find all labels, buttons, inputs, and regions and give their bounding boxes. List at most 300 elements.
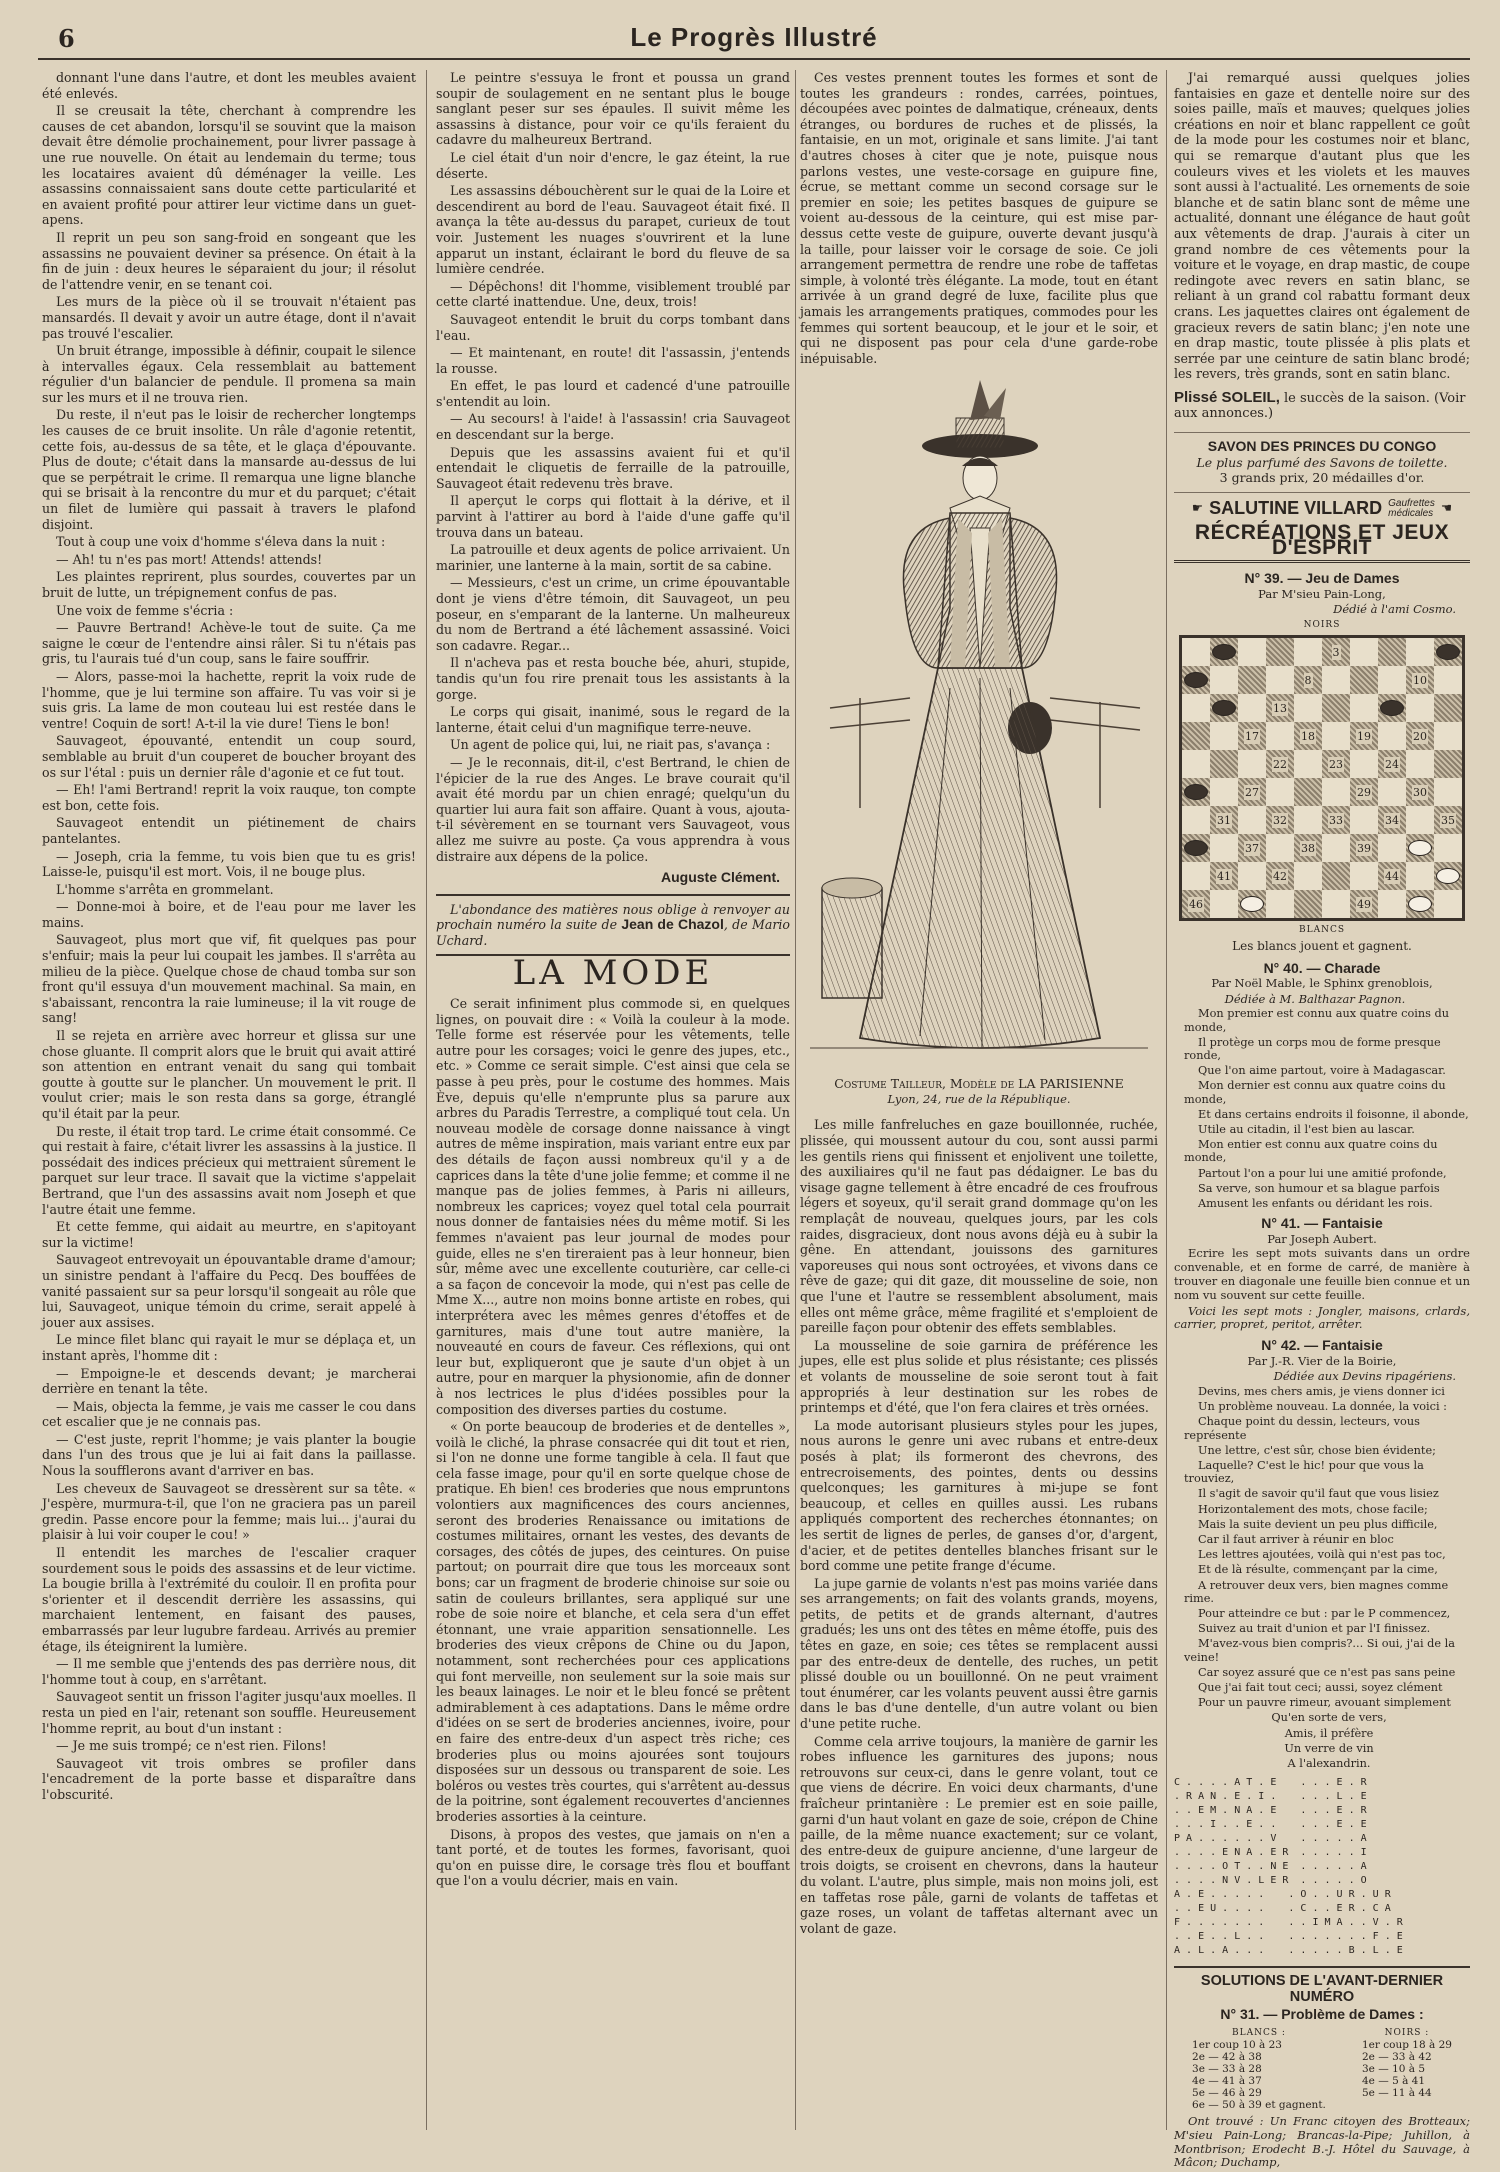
board-dark-square bbox=[1378, 806, 1406, 834]
problem-dedication: Dédiée aux Devins ripagériens. bbox=[1273, 1369, 1456, 1384]
puzzle-row: . . . . N V . L E R . . . . . O bbox=[1174, 1875, 1367, 1887]
notice-text-end: , de Mario Uchard. bbox=[436, 917, 791, 948]
board-dark-square bbox=[1182, 890, 1210, 918]
story-paragraph: Le mince filet blanc qui rayait le mur se déplaça et, un instant après, l'homme dit : bbox=[42, 1332, 416, 1363]
board-light-square bbox=[1434, 666, 1462, 694]
board-dark-square bbox=[1434, 638, 1462, 666]
square-number: 42 bbox=[1273, 869, 1287, 883]
square-number: 38 bbox=[1301, 841, 1315, 855]
problem-41-text: Ecrire les sept mots suivants dans un ordre convenable, et en forme de carré, de manière à trouver en diagonale une feuille bien connue et un nom vu souvent sur cette feuille. bbox=[1174, 1246, 1470, 1302]
advert-text: le succès de la saison. (Voir aux annonces.) bbox=[1174, 390, 1466, 422]
column-1-story bbox=[42, 70, 416, 1805]
square-number: 32 bbox=[1273, 813, 1287, 827]
story-paragraph: Sauvageot entendit le bruit du corps tombant dans l'eau. bbox=[436, 311, 790, 343]
puzzle-row: P A . . . . . . V . . . . . A bbox=[1174, 1833, 1367, 1845]
verse-line: Mon premier est connu aux quatre coins du monde, bbox=[1184, 1007, 1450, 1034]
square-number: 31 bbox=[1217, 813, 1231, 827]
board-light-square bbox=[1266, 834, 1294, 862]
board-dark-square bbox=[1266, 750, 1294, 778]
square-number: 17 bbox=[1245, 729, 1259, 743]
board-light-square bbox=[1294, 694, 1322, 722]
board-light-square bbox=[1266, 722, 1294, 750]
story-paragraph: L'homme s'arrêta en grommelant. bbox=[56, 881, 274, 897]
story-paragraph: Sauvageot entendit un piétinement de chairs pantelantes. bbox=[42, 815, 416, 846]
board-light-square bbox=[1406, 806, 1434, 834]
board-light-square bbox=[1322, 666, 1350, 694]
solution-noirs bbox=[1362, 2027, 1452, 2111]
story-paragraph: Le corps qui gisait, inanimé, sous le regard de la lanterne, était celui d'un magnifique terre-neuve. bbox=[436, 704, 790, 735]
board-dark-square bbox=[1210, 694, 1238, 722]
puzzle-row: . R A N . E . I . . . . L . E bbox=[1174, 1791, 1367, 1803]
solutions-title: SOLUTIONS DE L'AVANT-DERNIER NUMÉRO bbox=[1174, 1966, 1470, 2005]
charade-verses bbox=[1174, 1007, 1470, 1210]
board-light-square bbox=[1350, 862, 1378, 890]
story-paragraph: Sauvageot entrevoyait un épouvantable drame d'amour; un sinistre pendant à l'affaire du Pecq. Des bouffées de vanité passaient sur sa peur lorsqu'il songeait au rôle que lui, Sauvageot, unique témoin du crime, serait appelé à jouer aux assises. bbox=[42, 1252, 416, 1330]
verse-line: Mais la suite devient un peu plus difficile, bbox=[1198, 1517, 1438, 1531]
story-paragraph: — Il me semble que j'entends des pas derrière nous, dit l'homme tout à coup, en s'arrêtant. bbox=[42, 1656, 416, 1687]
board-dark-square bbox=[1434, 694, 1462, 722]
verse-line: Laquelle? C'est le hic! pour que vous la trouviez, bbox=[1184, 1458, 1424, 1486]
solution-blancs bbox=[1192, 2027, 1326, 2111]
board-light-square bbox=[1210, 778, 1238, 806]
square-number: 10 bbox=[1413, 673, 1427, 687]
board-dark-square bbox=[1406, 890, 1434, 918]
problem-author: Par M'sieu Pain-Long, bbox=[1258, 586, 1386, 601]
fashion-paragraph: J'ai remarqué aussi quelques jolies fantaisies en gaze et dentelle noire sur des soies paille, maïs et mauves; quelques jolies créations en noir et blanc rappellent ce goût de la mode pour les costumes noir et blanc, qui se remarque d'autant plus que les couleurs vives et les violets et les mauves sont aussi à l'actualité. Les ornements de soie blanche et de satin blanc sont de même une actualité, donnant une élégance de haut goût aux vêtements de drap. J'aurais à citer un grand nombre de ces vêtements pour la voiture et le voyage, en drap mastic, de coupe redingote avec revers en satin blanc, se reliant à un grand col rabattu formant deux crans. Les jaquettes claires ont également de gracieux revers de satin blanc; j'en note une en drap mastic, toute plissée à plis plats et serrée par une ceinture de satin blanc brodé; les revers, très grands, sont en satin blanc. bbox=[1174, 70, 1470, 382]
verse-line: Amis, il préfère bbox=[1284, 1726, 1374, 1740]
advert-title: SALUTINE VILLARD bbox=[1209, 498, 1383, 519]
fashion-illustration bbox=[800, 368, 1158, 1068]
board-dark-square bbox=[1182, 834, 1210, 862]
story-paragraph: Sauvageot sentit un frisson l'agiter jusqu'aux moelles. Il resta un pied en l'air, retenant son souffle. Heureusement l'homme reprit, au bout d'un instant : bbox=[42, 1689, 416, 1736]
advert-salutine bbox=[1174, 499, 1470, 519]
board-light-square bbox=[1406, 694, 1434, 722]
story-paragraph: — Ah! tu n'es pas mort! Attends! attends! bbox=[56, 551, 323, 567]
story-paragraph: — Au secours! à l'aide! à l'assassin! cria Sauvageot en descendant sur la berge. bbox=[436, 411, 790, 443]
board-light-square bbox=[1378, 722, 1406, 750]
white-checker-piece bbox=[1408, 840, 1432, 856]
verse-line: Amusent les enfants ou déridant les rois. bbox=[1198, 1197, 1433, 1211]
puzzle-row: . . . I . . E . . . . . E . E bbox=[1174, 1819, 1367, 1831]
square-number: 30 bbox=[1413, 785, 1427, 799]
story-paragraph: Tout à coup une voix d'homme s'éleva dans la nuit : bbox=[56, 534, 386, 550]
board-dark-square bbox=[1406, 722, 1434, 750]
board-dark-square bbox=[1210, 750, 1238, 778]
story-paragraph: Sauvageot vit trois ombres se profiler dans l'encadrement de la porte basse et disparaître dans l'obscurité. bbox=[42, 1755, 416, 1802]
board-dark-square bbox=[1210, 806, 1238, 834]
board-light-square bbox=[1210, 890, 1238, 918]
solution-table bbox=[1174, 2027, 1470, 2111]
board-light-square bbox=[1294, 750, 1322, 778]
fashion-paragraph: La jupe garnie de volants n'est pas moins variée dans ses arrangements; on fait des volants grands, moyens, petits, de petits et de grands alternant, d'autres gradués; les uns ont des têtes en même étoffe, puis des têtes en gaze, en soie; ces têtes se remplacent aussi par des entre-deux de dentelle, des ruches, un petit plissé double ou un bouillonné. On ne peut vraiment tout énumérer, car les volants peuvent aussi être garnis dans le bas d'une dentelle, d'un autre volant ou bien d'une petite ruche. bbox=[800, 1575, 1158, 1732]
editorial-notice bbox=[436, 894, 790, 957]
board-dark-square bbox=[1378, 694, 1406, 722]
solution-move: 4e — 41 à 37 bbox=[1192, 2075, 1262, 2088]
square-number: 22 bbox=[1273, 757, 1287, 771]
solution-moves bbox=[1362, 2039, 1452, 2099]
board-dark-square bbox=[1322, 694, 1350, 722]
square-number: 37 bbox=[1245, 841, 1259, 855]
fashion-paragraph: Comme cela arrive toujours, la manière de garnir les robes influence les garnitures des jupons; nous retrouvons sur ceux-ci, dans le genre volant, tout ce que viens de décrire. En voici deux charmants, d'une fraîcheur printanière : Le premier est en soie paille, garni d'un haut volant en gaze de soie, crépon de Chine paille, de la même nuance exactement; sur ce volant, des entre-deux de guipure ancienne, d'une largeur de trois doigts, se croisent en chevrons, dans la hauteur du volant. L'autre, plus simple, mais non moins joli, est en taffetas rose pâle, garni de volants de taffetas et gaze roses, un volant de taffetas alternant avec un volant de gaze. bbox=[800, 1733, 1158, 1936]
story-signature: Auguste Clément. bbox=[660, 869, 780, 886]
verse-line: Et dans certains endroits il foisonne, il abonde, bbox=[1198, 1107, 1469, 1121]
board-dark-square bbox=[1378, 750, 1406, 778]
story-paragraph: — Empoigne-le et descends devant; je marcherai derrière en tenant la tête. bbox=[42, 1365, 416, 1397]
board-light-square bbox=[1322, 722, 1350, 750]
problem-dedication: Dédiée à M. Balthazar Pagnon. bbox=[1224, 991, 1406, 1006]
fashion-paragraph: La mode autorisant plusieurs styles pour les jupes, nous aurons le genre uni avec rubans et entre-deux posés à plat; ils formeront des chevrons, des entrecroisements, des pointes, dents ou dessins quelconques; les garnitures à mi-jupe se font beaucoup, et celles en quilles aussi. Les rubans appliqués comportent des recherches étonnantes; on les sertit de lignes de perles, de ganses d'or, d'argent, d'acier, et de petites dentelles blanches frisant sur le bord comme une petite frange d'écume. bbox=[800, 1417, 1158, 1574]
board-dark-square bbox=[1406, 666, 1434, 694]
square-number: 39 bbox=[1357, 841, 1371, 855]
board-dark-square bbox=[1294, 722, 1322, 750]
square-number: 34 bbox=[1385, 813, 1399, 827]
verse-line: Car soyez assuré que ce n'est pas sans peine bbox=[1198, 1665, 1456, 1679]
story-paragraph: — Joseph, cria la femme, tu vois bien que tu es gris! Laisse-le, puisqu'il est mort. Vois, il ne bouge plus. bbox=[42, 848, 416, 880]
fashion-paragraph: La mousseline de soie garnira de préférence les jupes, elle est plus solide et plus résistante; ces plissés et volants de mousseline de soie seront tout à fait appropriés à leur destination sur les robes de printemps et d'été, que l'on fera claires et très ornées. bbox=[800, 1337, 1158, 1416]
board-dark-square bbox=[1322, 638, 1350, 666]
story-paragraph: Les plaintes reprirent, plus sourdes, couvertes par un bruit de lutte, un trépignement confus de pas. bbox=[42, 569, 416, 600]
board-light-square bbox=[1210, 666, 1238, 694]
board-light-square bbox=[1294, 862, 1322, 890]
pointing-hand-icon: ☚ bbox=[1440, 501, 1453, 516]
square-number: 33 bbox=[1329, 813, 1343, 827]
problem-42-title: N° 42. — Fantaisie bbox=[1261, 1337, 1383, 1354]
board-light-square bbox=[1350, 638, 1378, 666]
square-number: 20 bbox=[1413, 729, 1427, 743]
board-dark-square bbox=[1294, 890, 1322, 918]
puzzle-row: . . . . O T . . N E . . . . . A bbox=[1174, 1861, 1367, 1873]
board-dark-square bbox=[1266, 638, 1294, 666]
board-dark-square bbox=[1350, 890, 1378, 918]
story-paragraph: La patrouille et deux agents de police arrivaient. Un marinier, une lanterne à la main, sortit de sa cabine. bbox=[436, 542, 790, 573]
board-light-square bbox=[1406, 750, 1434, 778]
board-dark-square bbox=[1266, 862, 1294, 890]
square-number: 46 bbox=[1189, 897, 1203, 911]
verse-line: Partout l'on a pour lui une amitié profonde, bbox=[1198, 1166, 1447, 1180]
board-light-square bbox=[1238, 862, 1266, 890]
story-paragraph: Sauvageot, épouvanté, entendit un coup sourd, semblable au bruit d'un couperet de boucher broyant des os sur l'étal : puis un dernier râle d'agonie et ce fut tout. bbox=[42, 733, 416, 780]
column-rule bbox=[426, 70, 427, 2130]
letter-puzzle-grid bbox=[1174, 1776, 1470, 1958]
solution-move: 1er coup 18 à 29 bbox=[1362, 2039, 1452, 2052]
board-bottom-label: BLANCS bbox=[1298, 925, 1346, 936]
verse-line: Il s'agit de savoir qu'il faut que vous lisiez bbox=[1198, 1487, 1439, 1501]
story-paragraph: Depuis que les assassins avaient fui et qu'il entendait le cliquetis de ferraille de la patrouille, Sauvageot était redevenu très brave. bbox=[436, 444, 790, 491]
board-light-square bbox=[1350, 750, 1378, 778]
verse-line: Suivez au trait d'union et par l'I finissez. bbox=[1198, 1622, 1431, 1636]
verse-line: Horizontalement des mots, chose facile; bbox=[1198, 1502, 1428, 1516]
square-number: 35 bbox=[1441, 813, 1455, 827]
black-checker-piece bbox=[1184, 672, 1208, 688]
story-paragraph: Les assassins débouchèrent sur le quai de la Loire et descendirent au bord de l'eau. Sauvageot était fixé. Il avança la tête au-dessus du parapet, curieux de tout voir. Justement les nuages s'ouvrirent et la lune apparut un instant, éclairant le bord du fleuve de sa lumière cendrée. bbox=[436, 183, 790, 277]
board-light-square bbox=[1434, 834, 1462, 862]
fantaisie-verses bbox=[1174, 1385, 1470, 1709]
notice-text: L'abondance des matières nous oblige à renvoyer au prochain numéro la suite de bbox=[436, 901, 790, 933]
verse-line: Un verre de vin bbox=[1284, 1741, 1374, 1755]
board-dark-square bbox=[1350, 666, 1378, 694]
board-light-square bbox=[1266, 666, 1294, 694]
verse-line: Mon dernier est connu aux quatre coins du monde, bbox=[1184, 1079, 1446, 1106]
verse-line: Devins, mes chers amis, je viens donner ici bbox=[1198, 1384, 1445, 1398]
page-number: 6 bbox=[58, 24, 75, 53]
square-number: 29 bbox=[1357, 785, 1371, 799]
board-light-square bbox=[1378, 778, 1406, 806]
fashion-section-title: LA MODE bbox=[512, 953, 714, 994]
square-number: 44 bbox=[1385, 869, 1399, 883]
square-number: 27 bbox=[1245, 785, 1259, 799]
problem-39-title: N° 39. — Jeu de Dames bbox=[1244, 570, 1400, 587]
verse-line: Un problème nouveau. La donnée, la voici : bbox=[1198, 1400, 1447, 1414]
verse-line: Car il faut arriver à réunir en bloc bbox=[1198, 1533, 1394, 1546]
advert-savon bbox=[1174, 432, 1470, 493]
board-light-square bbox=[1378, 834, 1406, 862]
story-paragraph: Et cette femme, qui aidait au meurtre, en s'apitoyant sur la victime! bbox=[42, 1219, 416, 1250]
story-paragraph: — Et maintenant, en route! dit l'assassin, j'entends la rousse. bbox=[436, 345, 790, 376]
board-light-square bbox=[1406, 638, 1434, 666]
story-paragraph: Les cheveux de Sauvageot se dressèrent sur sa tête. « J'espère, murmura-t-il, que l'on ne graciera pas un pareil gredin. Passe encore pour la femme; mais lui... j'aurai du plaisir à lui voir couper le cou! » bbox=[42, 1480, 416, 1543]
puzzle-row: F . . . . . . . . . I M A . . V . R bbox=[1174, 1917, 1403, 1929]
column-rule bbox=[795, 70, 796, 2130]
solution-finders: Ont trouvé : Un Franc citoyen des Brotteaux; M'sieu Pain-Long; Brancas-la-Pipe; Juhillon, à Montbrison; Erodecht B.-J. Hôtel du Sauvage, à Mâcon; Duchamp, bbox=[1174, 2114, 1470, 2170]
column-3 bbox=[800, 70, 1158, 1938]
board-light-square bbox=[1266, 890, 1294, 918]
black-checker-piece bbox=[1212, 700, 1236, 716]
problem-dedication: Dédié à l'ami Cosmo. bbox=[1333, 602, 1456, 617]
board-dark-square bbox=[1294, 778, 1322, 806]
advert-awards: 3 grands prix, 20 médailles d'or. bbox=[1219, 470, 1425, 486]
solution-move: 5e — 46 à 29 bbox=[1192, 2087, 1262, 2100]
story-paragraph: Il entendit les marches de l'escalier craquer sourdement sous le poids des assassins et de leur victime. La bougie brilla à l'extrémité du couloir. Il en profita pour s'orienter et il descendit derrière les assassins, qui marchaient lentement, en faisant des pauses, embarrassés par leur lugubre fardeau. Arrivés au premier étage, ils éteignirent la lumière. bbox=[42, 1545, 416, 1654]
board-light-square bbox=[1182, 638, 1210, 666]
masthead: Le Progrès Illustré bbox=[630, 22, 878, 52]
board-light-square bbox=[1238, 694, 1266, 722]
puzzle-row: . . E . . L . . . . . . . . . F . E bbox=[1174, 1931, 1403, 1943]
verse-line: Et de là résulte, commençant par la cime, bbox=[1198, 1563, 1438, 1577]
white-checker-piece bbox=[1436, 868, 1460, 884]
story-paragraph: — Donne-moi à boire, et de l'eau pour me laver les mains. bbox=[42, 899, 416, 930]
story-paragraph: — Mais, objecta la femme, je vais me casser le cou dans cet escalier que je ne connais pas. bbox=[42, 1398, 416, 1430]
solution-move: 2e — 42 à 38 bbox=[1192, 2051, 1262, 2064]
advert-subtitle: Le plus parfumé des Savons de toilette. bbox=[1196, 454, 1448, 470]
story-paragraph: Le ciel était d'un noir d'encre, le gaz éteint, la rue déserte. bbox=[436, 149, 790, 181]
solution-move: 5e — 11 à 44 bbox=[1362, 2087, 1432, 2100]
board-light-square bbox=[1294, 806, 1322, 834]
story-continuation bbox=[436, 70, 790, 864]
board-dark-square bbox=[1182, 666, 1210, 694]
story-paragraph: Il se creusait la tête, cherchant à comprendre les causes de cet abandon, lorsqu'il se souvint que la maison devait être démolie prochainement, pour livrer passage à une rue nouvelle. On était au lendemain du terme; tous les locataires avaient dû déménager la veille. Les assassins connaissaient sans doute cette particularité et en avaient profité pour attirer leur victime dans un guet-apens. bbox=[42, 103, 416, 228]
board-light-square bbox=[1378, 890, 1406, 918]
checkers-board bbox=[1179, 635, 1465, 921]
story-paragraph: Du reste, il n'eut pas le loisir de rechercher longtemps les causes de ce bruit insolite. Un râle d'agonie retentit, cette fois, au-dessus de sa tête, et le glaça d'épouvante. Plus de doute; c'était dans la mansarde au-dessus de lui que se perpétrait le crime. Il remarqua une ligne blanche qui se brisait à la rencontre du mur et du parquet; c'était un filet de lumière qui passait à travers le plafond disjoint. bbox=[42, 407, 416, 532]
advert-tagline bbox=[1388, 499, 1435, 519]
board-light-square bbox=[1294, 638, 1322, 666]
board-dark-square bbox=[1350, 778, 1378, 806]
black-checker-piece bbox=[1380, 700, 1404, 716]
problem-author: Par Noël Mable, le Sphinx grenoblois, bbox=[1211, 976, 1433, 991]
puzzle-row: . . . . E N A . E R . . . . . I bbox=[1174, 1847, 1367, 1859]
solution-move: 3e — 33 à 28 bbox=[1192, 2063, 1262, 2076]
board-light-square bbox=[1210, 722, 1238, 750]
costume-tailleur-engraving bbox=[800, 368, 1158, 1068]
fashion-paragraph: Les mille fanfreluches en gaze bouillonnée, ruchée, plissée, qui moussent autour du cou, sont aussi parmi les gentils riens qui finissent et enjolivent une toilette, des auxiliaires qu'il ne faut pas dédaigner. Le bas du visage gagne tellement à être encadré de ces froufrous légers et soyeux, qu'il serait grand dommage qu'on les remplaçât de nouveau, quelques jours, par les cols raides, disgracieux, dont nous avons déjà eu à subir la gêne. En attendant, jouissons des garnitures vaporeuses qui nous sont octroyées, et vivons dans ce rêve de gaze; qui dit gaze, dit mousseline de soie, non que l'une et l'autre se ressemblent absolument, mais elles ont même grâce, même fragilité et s'emploient de pareille façon pour obtenir des effets semblables. bbox=[800, 1117, 1158, 1336]
board-light-square bbox=[1210, 834, 1238, 862]
board-dark-square bbox=[1350, 834, 1378, 862]
white-checker-piece bbox=[1408, 896, 1432, 912]
board-light-square bbox=[1182, 694, 1210, 722]
verse-line: Une lettre, c'est sûr, chose bien évidente; bbox=[1198, 1443, 1436, 1457]
board-light-square bbox=[1182, 862, 1210, 890]
story-paragraph: — Alors, passe-moi la hachette, reprit la voix rude de l'homme, que je lui termine son affaire. Tu vas voir si je suis gris. La lame de mon couteau lui est restée dans le ventre! Coquin de sort! A-t-il la vie dure! Tiens le bon! bbox=[42, 668, 416, 731]
tagline-line2: médicales bbox=[1388, 507, 1434, 519]
story-paragraph: Il aperçut le corps qui flottait à la dérive, et il parvint à l'attirer au bord à l'aide d'une gaffe qu'il trouva dans un bateau. bbox=[436, 493, 790, 540]
board-dark-square bbox=[1322, 806, 1350, 834]
advert-plisse-soleil bbox=[1174, 390, 1470, 422]
square-number: 13 bbox=[1273, 701, 1287, 715]
board-dark-square bbox=[1406, 834, 1434, 862]
board-light-square bbox=[1322, 890, 1350, 918]
verse-line: A retrouver deux vers, bien magnes comme rime. bbox=[1184, 1578, 1449, 1605]
board-dark-square bbox=[1294, 834, 1322, 862]
board-dark-square bbox=[1350, 722, 1378, 750]
verse-line: Pour atteindre ce but : par le P commencez, bbox=[1198, 1607, 1451, 1621]
story-paragraph: — Je me suis trompé; ce n'est rien. Filons! bbox=[56, 1738, 327, 1754]
board-dark-square bbox=[1266, 694, 1294, 722]
board-dark-square bbox=[1238, 722, 1266, 750]
figure-caption: Costume Tailleur, Modèle de LA PARISIENNE bbox=[834, 1076, 1124, 1092]
story-paragraph: — Je le reconnais, dit-il, c'est Bertrand, le chien de l'épicier de la rue des Anges. Le brave courait qu'il avait été mordu par un chien enragé; quelqu'un du quartier lui aura fait son affaire. Quant à vous, ajouta-t-il sévèrement en se tournant vers Sauvageot, vous allez me suivre au poste. Ça vous apprendra à vous distraire aux dépens de la police. bbox=[436, 754, 790, 864]
problem-41-title: N° 41. — Fantaisie bbox=[1261, 1215, 1383, 1232]
story-paragraph: — Dépêchons! dit l'homme, visiblement troublé par cette clarté inattendue. Une, deux, trois! bbox=[436, 278, 790, 310]
puzzle-row: . . E U . . . . . C . . E R . C A bbox=[1174, 1903, 1391, 1915]
board-dark-square bbox=[1322, 750, 1350, 778]
board-light-square bbox=[1238, 638, 1266, 666]
board-light-square bbox=[1434, 890, 1462, 918]
board-dark-square bbox=[1378, 862, 1406, 890]
black-checker-piece bbox=[1212, 644, 1236, 660]
verse-line: Les lettres ajoutées, voilà qui n'est pas toc, bbox=[1198, 1548, 1446, 1562]
square-number: 8 bbox=[1304, 673, 1312, 687]
board-light-square bbox=[1182, 806, 1210, 834]
board-light-square bbox=[1350, 806, 1378, 834]
board-light-square bbox=[1238, 806, 1266, 834]
fashion-paragraph: Disons, à propos des vestes, que jamais on n'en a tant porté, et de toutes les formes, favorisant, quoi qu'on en puisse dire, le corsage très flou et bouffant que l'on a voulu décrier, mais en vain. bbox=[436, 1826, 790, 1889]
fashion-paragraph: Ce serait infiniment plus commode si, en quelques lignes, on pouvait dire : « Voilà la couleur à la mode. Telle forme est réservée pour les vêtements, telle autre pour les corsages; voici le genre des jupes, etc., etc. » Comme ce serait simple. C'est ainsi que cela se passe à peu près, pour le costume des hommes. Mais Ève, depuis qu'elle n'emprunte plus sa parure aux arbres du Paradis Terrestre, a compliqué tout cela. Un nouveau modèle de corsage donne naissance à vingt autres de même inspiration, mais variant entre eux par des détails de façon aussi nombreux qu'il y a de caprices dans la tête d'une jolie femme; et comme il ne manque pas de jolies femmes, à Paris ni ailleurs, nombreux les caprices; voyez quel total cela pourrait nous donner de fantaisies nées du même motif. Si les femmes n'avaient pas leur journal de modes pour guide, elles ne s'en tireraient pas à leur honneur, bien sûr, même avec une excellente couturière, car celle-ci a sa façon de concevoir la mode, qui n'est pas celle de Mme X..., autre non moins bonne artiste en robes, qui interprétera avec les mêmes genres d'étoffes et de garnitures, mais d'une tout autre manière, la nouveauté en cours de faveur. Ces réflexions, qui ont leur but, expliqueront que je saute d'un objet à un autre, pour en marquer la physionomie, afin de donner à nos lectrices le plus d'idées possibles pour la composition des diverses parties du costume. bbox=[436, 996, 790, 1417]
fashion-article bbox=[436, 996, 790, 1889]
fashion-paragraph: Ces vestes prennent toutes les formes et sont de toutes les grandeurs : rondes, carrées, pointues, découpées avec pointes de dalmatique, créneaux, dents étranges, ou bordures de ruches et de plissés, la fantaisie, en un mot, originale et sans limite. J'ai tant d'autres choses à citer que je note, puisque nous parlons vestes, une veste-corsage en guipure fine, écrue, se mettant comme un second corsage sur le premier en soie; les petites basques de guipure se voient au-dessous de la ceinture, qui est mise par-dessus cette veste de guipure, ouverte devant jusqu'à la taille, pour laisser voir le corsage de soie. Ce joli arrangement permettra de rendre une robe de taffetas simple, à volonté très élégante. La mode, tout en étant arrivée à un grand degré de luxe, facilite plus que jamais les arrangements pratiques, commodes pour les femmes qui sortent beaucoup, et le jour et le soir, et qui ne disposent pas pour cela d'une garde-robe inépuisable. bbox=[800, 70, 1158, 366]
advert-name: Plissé SOLEIL, bbox=[1174, 388, 1280, 406]
fashion-paragraph: « On porte beaucoup de broderies et de dentelles », voilà le cliché, la phrase consacrée qui dit tout et rien, si l'on ne donne une forme tangible à cela. Il faut que cela fasse image, pour qu'il en sorte quelque chose de pratique. Eh bien! ces broderies que nous empruntons volontiers aux magnificences des cours anciennes, seront des broderies Renaissance ou imitations de costumes militaires, ornant les vestes, des devants de corsages, des côtés de jupes, des ceintures. On puise partout; on pourrait dire que tous les morceaux sont bons; car un fragment de broderie chinoise sur soie ou satin de couleurs brillantes, sera appliqué sur une robe de soie noire et blanche, et cela sera d'un effet étonnant, une vraie apparition sensationnelle. Les broderies des vieux crêpons de Chine ou du Japon, notamment, sont recherchées pour ces applications qui font merveille, non seulement sur la soie mais sur les beaux lainages. Le noir et le bleu foncé se prêtent admirablement à ces adaptations. Dans le même ordre d'idées on se sert de broderies anciennes, ivoire, pour en faire des entre-deux d'un aspect très riche; ces broderies plus ou moins ajourées sont toujours disposées sur un dessous ou transparent de soie. Les boléros ou vestes très courtes, qui s'arrêtent au-dessus de la poitrine, sont également recouvertes d'anciennes broderies assorties à la ceinture. bbox=[436, 1419, 790, 1824]
board-dark-square bbox=[1238, 834, 1266, 862]
solution-31-title: N° 31. — Problème de Dames : bbox=[1220, 2006, 1424, 2023]
board-light-square bbox=[1350, 694, 1378, 722]
puzzle-row: C . . . . A T . E . . . E . R bbox=[1174, 1777, 1367, 1789]
white-checker-piece bbox=[1240, 896, 1264, 912]
board-dark-square bbox=[1210, 638, 1238, 666]
square-number: 41 bbox=[1217, 869, 1231, 883]
story-paragraph: Un bruit étrange, impossible à définir, coupait le silence à intervalles égaux. Cela ressemblait au battement régulier d'un balancier de pendule. Il promena sa main sur les murs et il ne trouva rien. bbox=[42, 343, 416, 405]
problem-author: Par J.-R. Vier de la Boirie, bbox=[1247, 1353, 1397, 1368]
fashion-article-continued bbox=[800, 1117, 1158, 1936]
story-paragraph: Il n'acheva pas et resta bouche bée, ahuri, stupide, tandis qu'un fou rire prenait tous les assistants à la gorge. bbox=[436, 655, 790, 702]
puzzle-row: A . E . . . . . . O . . U R . U R bbox=[1174, 1889, 1391, 1901]
board-dark-square bbox=[1378, 638, 1406, 666]
story-paragraph: En effet, le pas lourd et cadencé d'une patrouille s'entendit au loin. bbox=[436, 378, 790, 409]
board-dark-square bbox=[1434, 750, 1462, 778]
board-dark-square bbox=[1322, 862, 1350, 890]
verse-line: Mon entier est connu aux quatre coins du monde, bbox=[1184, 1138, 1438, 1165]
square-number: 3 bbox=[1332, 645, 1340, 659]
story-paragraph: Les murs de la pièce où il se trouvait n'étaient pas mansardés. Il devait y avoir un autre étage, dont il n'avait pas trouvé l'escalier. bbox=[42, 294, 416, 341]
black-checker-piece bbox=[1436, 644, 1460, 660]
puzzle-row: . . E M . N A . E . . . E . R bbox=[1174, 1805, 1367, 1817]
column-4 bbox=[1174, 70, 1470, 2172]
recreations-title: RÉCRÉATIONS ET JEUX D'ESPRIT bbox=[1174, 525, 1470, 563]
board-dark-square bbox=[1406, 778, 1434, 806]
board-light-square bbox=[1182, 750, 1210, 778]
solution-move: 4e — 5 à 41 bbox=[1362, 2075, 1426, 2088]
page-header bbox=[38, 22, 1470, 60]
solution-move: 1er coup 10 à 23 bbox=[1192, 2039, 1282, 2052]
story-paragraph: — Messieurs, c'est un crime, un crime épouvantable dont je viens d'être témoin, dit Sauvageot, un peu poseur, en s'emparant de la lanterne. Un malheureux du nom de Bertrand a été lâchement assassiné. Voici son cadavre. Regar... bbox=[436, 575, 790, 653]
story-paragraph: Il se rejeta en arrière avec horreur et glissa sur une chose gluante. Il comprit alors que le bruit qui avait attiré son attention en entrant venait du sang qui tombait goutte à goutte sur le plancher. Un mouvement le prit. Il voulut crier; mais le son resta dans sa gorge, étranglé qu'il était par la peur. bbox=[42, 1028, 416, 1121]
solution-moves bbox=[1192, 2039, 1326, 2111]
story-paragraph: Une voix de femme s'écria : bbox=[56, 602, 234, 618]
board-dark-square bbox=[1210, 862, 1238, 890]
verse-line: A l'alexandrin. bbox=[1287, 1757, 1371, 1771]
pointing-hand-icon: ☛ bbox=[1191, 501, 1204, 516]
board-light-square bbox=[1434, 778, 1462, 806]
board-dark-square bbox=[1266, 806, 1294, 834]
verse-line: Il protège un corps mou de forme presque ronde, bbox=[1184, 1035, 1441, 1062]
story-paragraph: donnant l'une dans l'autre, et dont les meubles avaient été enlevés. bbox=[42, 70, 416, 101]
board-light-square bbox=[1266, 778, 1294, 806]
board-light-square bbox=[1322, 834, 1350, 862]
black-checker-piece bbox=[1184, 840, 1208, 856]
square-number: 19 bbox=[1357, 729, 1371, 743]
black-checker-piece bbox=[1184, 784, 1208, 800]
verse-line: Utile au citadin, il l'est bien au lascar. bbox=[1198, 1123, 1415, 1136]
puzzle-row: A . L . A . . . . . . . . B . L . E bbox=[1174, 1945, 1403, 1957]
board-light-square bbox=[1378, 666, 1406, 694]
solution-move: 3e — 10 à 5 bbox=[1362, 2063, 1426, 2076]
problem-41-words: Voici les sept mots : Jongler, maisons, crlards, carrier, propret, peritot, arrêter. bbox=[1174, 1303, 1470, 1332]
verse-line: Pour un pauvre rimeur, avouant simplement bbox=[1198, 1696, 1451, 1710]
board-dark-square bbox=[1294, 666, 1322, 694]
story-paragraph: — Pauvre Bertrand! Achève-le tout de suite. Ça me saigne le cœur de l'entendre ainsi râler. Si tu n'étais pas gris, tu l'aurais tué d'un coup, sans le faire souffrir. bbox=[42, 620, 416, 667]
board-dark-square bbox=[1238, 778, 1266, 806]
square-number: 23 bbox=[1329, 757, 1343, 771]
square-number: 18 bbox=[1301, 729, 1315, 743]
solution-header: NOIRS : bbox=[1384, 2028, 1430, 2039]
verse-line: Que j'ai fait tout ceci; aussi, soyez clément bbox=[1198, 1681, 1443, 1695]
board-dark-square bbox=[1434, 862, 1462, 890]
story-paragraph: — Eh! l'ami Bertrand! reprit la voix rauque, ton compte est bon, cette fois. bbox=[42, 782, 416, 813]
square-number: 24 bbox=[1385, 757, 1399, 771]
verse-line: Qu'en sorte de vers, bbox=[1271, 1711, 1387, 1725]
board-light-square bbox=[1238, 750, 1266, 778]
verse-line: Chaque point du dessin, lecteurs, vous représente bbox=[1184, 1415, 1420, 1442]
column-rule bbox=[1166, 70, 1167, 2130]
story-paragraph: Le peintre s'essuya le front et poussa un grand soupir de soulagement en ne sentant plus le bouge sanglant peser sur ses épaules. Il suivit même les assassins à distance, pour voir ce qu'ils feraient du cadavre du malheureux Bertrand. bbox=[436, 70, 790, 148]
square-number: 49 bbox=[1357, 897, 1371, 911]
solution-move: 6e — 50 à 39 et gagnent. bbox=[1192, 2099, 1326, 2112]
tagline-line1: Gaufrettes bbox=[1388, 497, 1435, 509]
problem-40-title: N° 40. — Charade bbox=[1263, 959, 1381, 976]
board-light-square bbox=[1322, 778, 1350, 806]
fantaisie-centered-verses bbox=[1174, 1711, 1470, 1770]
board-dark-square bbox=[1434, 806, 1462, 834]
board-light-square bbox=[1406, 862, 1434, 890]
